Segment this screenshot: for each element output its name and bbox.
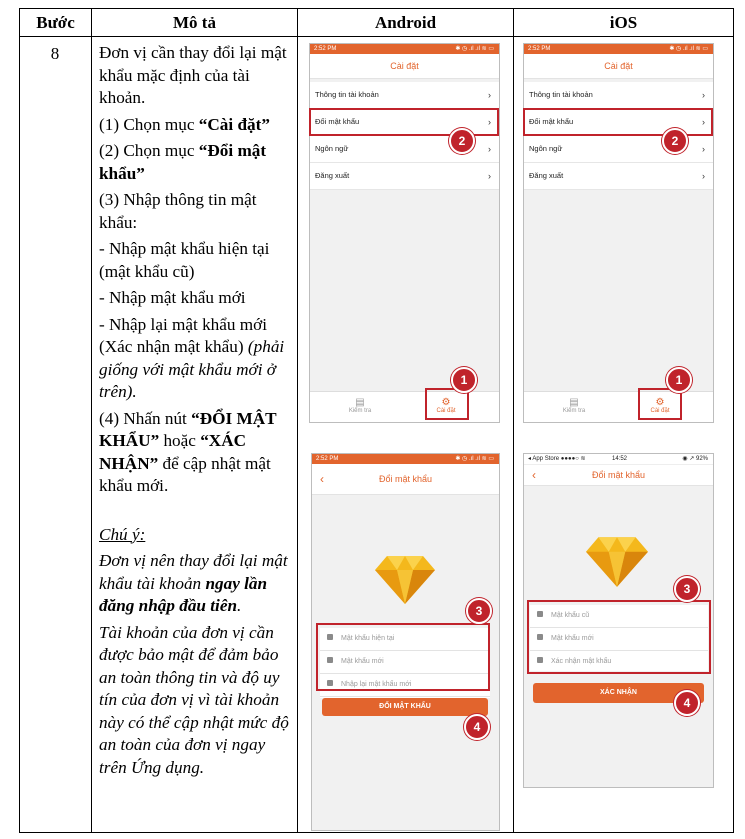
desc-step-3: (3) Nhập thông tin mật khẩu: [99, 190, 257, 232]
table-col-divider-1 [91, 8, 92, 833]
chevron-right-icon: › [702, 144, 705, 154]
tab-bar [310, 391, 499, 422]
confirm-password-input[interactable]: Nhập lại mật khẩu mới [320, 674, 490, 697]
status-bar: ◂ App Store ●●●●○ ≋ 14:52 ◉ ↗ 92% [524, 454, 713, 465]
table-header-divider [19, 36, 734, 37]
document-icon: ▤ [569, 397, 579, 408]
menu-item-account-info[interactable]: Thông tin tài khoản › [524, 82, 713, 109]
page-title: Cài đặt [310, 54, 499, 79]
marker-2-ios: 2 [662, 128, 688, 154]
current-password-input[interactable]: Mật khẩu hiện tại [320, 628, 490, 651]
note-1: Đơn vị nên thay đổi lại mật khẩu tài khoản ngay lần đăng nhập đầu tiên. [99, 551, 288, 615]
tab-settings[interactable]: ⚙ Cài đặt [416, 397, 476, 414]
chevron-right-icon: › [488, 117, 491, 127]
marker-1-android: 1 [451, 367, 477, 393]
highlight-form-ios [527, 600, 711, 674]
ios-settings-screen [523, 43, 714, 423]
marker-3-ios: 3 [674, 576, 700, 602]
back-arrow-icon[interactable]: ‹ [320, 472, 324, 486]
marker-4-android: 4 [464, 714, 490, 740]
old-password-input[interactable]: Mật khẩu cũ [530, 605, 708, 628]
table-col-divider-3 [513, 8, 514, 833]
menu-item-language[interactable]: Ngôn ngữ › [524, 136, 713, 163]
desc-step-4: (4) Nhấn nút “ĐỔI MẬT KHẨU” hoặc “XÁC NHẬN” để cập nhật mật khẩu mới. [99, 408, 277, 495]
diamond-logo-icon [586, 534, 648, 588]
tab-bar [524, 391, 713, 422]
highlight-settings-tab-ios [638, 388, 682, 420]
table-col-divider-2 [297, 8, 298, 833]
desc-intro: Đơn vị cần thay đổi lại mật khẩu mặc định của tài khoản. [99, 43, 287, 107]
header-step: Bước [36, 13, 75, 32]
menu-item-account-info[interactable]: Thông tin tài khoản › [310, 82, 499, 109]
note-title: Chú ý: [99, 524, 146, 544]
gear-icon: ⚙ [441, 397, 451, 408]
confirm-password-input[interactable]: Xác nhận mật khẩu [530, 651, 708, 674]
confirm-button[interactable]: XÁC NHẬN [533, 683, 704, 703]
status-bar: 2:52 PM ✱ ◷ .ıl .ıl ≋ ▭ [524, 44, 713, 54]
note-2: Tài khoản của đơn vị cần được bảo mật để đảm bảo an toàn thông tin và độ uy tín của đơn vị vì tài khoản này có thể cập nhật mức độ an toàn của đơn vị ngay trên Ứng dụng. [99, 622, 289, 777]
page-title: ‹ Đổi mật khẩu [524, 465, 713, 486]
back-arrow-icon[interactable]: ‹ [532, 468, 536, 482]
menu-item-logout[interactable]: Đăng xuất › [524, 163, 713, 190]
tab-check[interactable]: ▤ Kiểm tra [544, 397, 604, 414]
marker-3-android: 3 [466, 598, 492, 624]
android-settings-screen [309, 43, 500, 423]
document-icon: ▤ [355, 397, 365, 408]
chevron-right-icon: › [702, 117, 705, 127]
desc-bullet-2: - Nhập mật khẩu mới [99, 288, 246, 307]
chevron-right-icon: › [702, 90, 705, 100]
new-password-input[interactable]: Mật khẩu mới [320, 651, 490, 674]
chevron-right-icon: › [488, 144, 491, 154]
chevron-right-icon: › [488, 171, 491, 181]
menu-item-logout[interactable]: Đăng xuất › [310, 163, 499, 190]
menu-item-change-password[interactable]: Đổi mật khẩu › [310, 109, 499, 136]
new-password-input[interactable]: Mật khẩu mới [530, 628, 708, 651]
step-number: 8 [50, 44, 60, 63]
status-bar: 2:52 PM ✱ ◷ .ıl .ıl ≋ ▭ [310, 44, 499, 54]
menu-item-language[interactable]: Ngôn ngữ › [310, 136, 499, 163]
header-description: Mô tả [173, 13, 216, 32]
menu-item-change-password[interactable]: Đổi mật khẩu › [524, 109, 713, 136]
page-title: ‹ Đổi mật khẩu [312, 464, 499, 495]
header-android: Android [374, 13, 437, 32]
desc-bullet-1: - Nhập mật khẩu hiện tại (mật khẩu cũ) [99, 239, 270, 281]
marker-1-ios: 1 [666, 367, 692, 393]
marker-2-android: 2 [449, 128, 475, 154]
chevron-right-icon: › [702, 171, 705, 181]
desc-step-1: (1) Chọn mục “Cài đặt” [99, 114, 270, 134]
desc-step-2: (2) Chọn mục “Đổi mật khẩu” [99, 141, 267, 183]
chevron-right-icon: › [488, 90, 491, 100]
header-ios: iOS [609, 13, 638, 32]
change-password-button[interactable]: ĐỔI MẬT KHẨU [322, 698, 488, 716]
table-border-left [19, 8, 20, 833]
table-border-right [733, 8, 734, 833]
desc-bullet-3: - Nhập lại mật khẩu mới (Xác nhận mật khẩu) (phải giống với mật khẩu mới ở trên). [99, 314, 285, 401]
step-description [99, 42, 291, 783]
tab-check[interactable]: ▤ Kiểm tra [330, 397, 390, 414]
gear-icon: ⚙ [655, 397, 665, 408]
tab-settings[interactable]: ⚙ Cài đặt [630, 397, 690, 414]
status-bar: 2:52 PM ✱ ◷ .ıl .ıl ≋ ▭ [312, 454, 499, 464]
table-border-bottom [19, 832, 734, 833]
diamond-logo-icon [375, 554, 435, 604]
marker-4-ios: 4 [674, 690, 700, 716]
page-title: Cài đặt [524, 54, 713, 79]
highlight-form-android [316, 623, 490, 691]
